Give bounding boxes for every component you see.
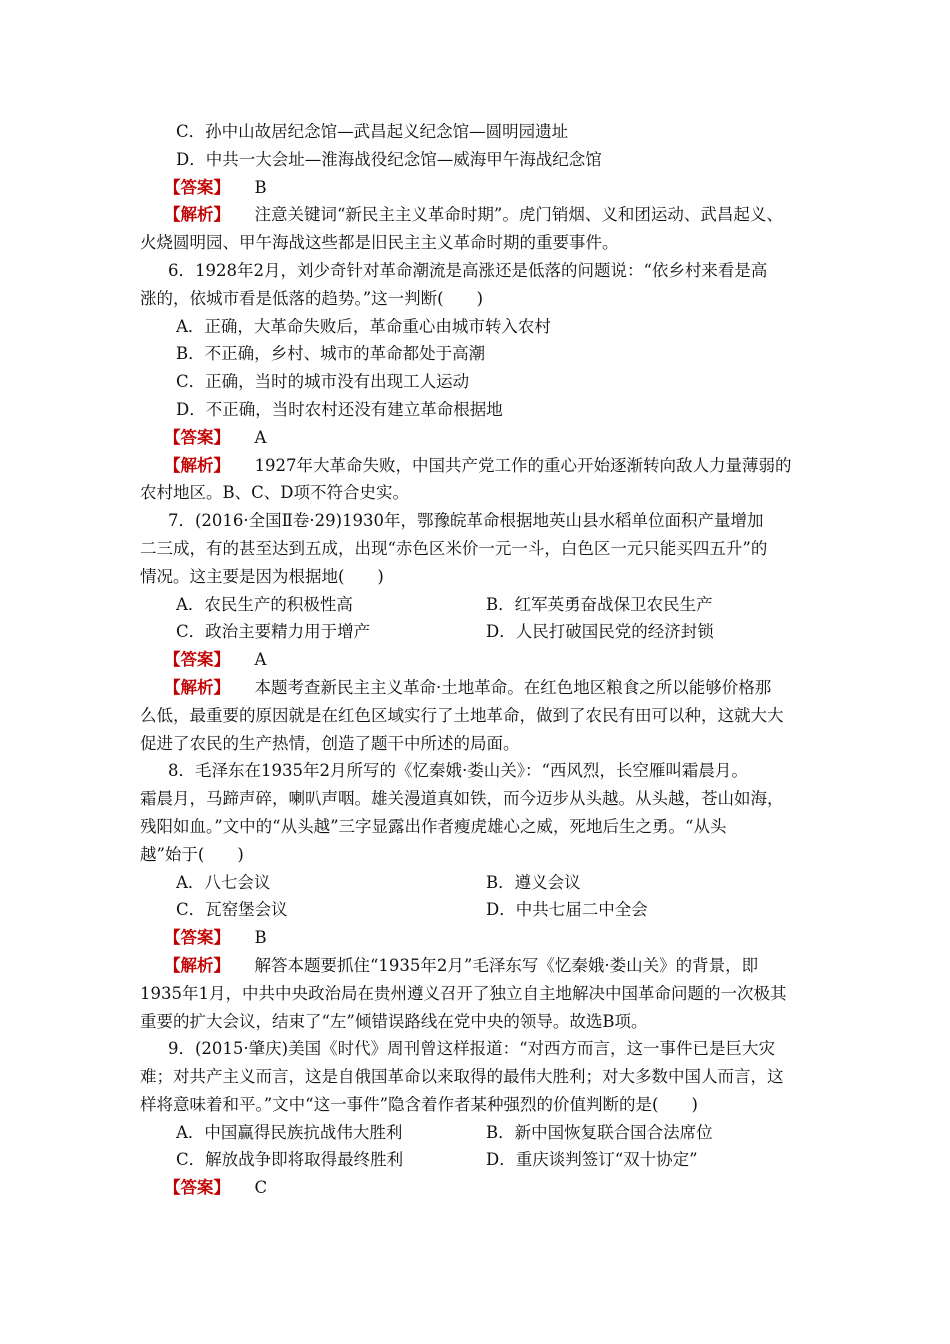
option-d: D．中共一大会址—淮海战役纪念馆—威海甲午海战纪念馆 [176,149,602,169]
options-row [176,618,812,646]
answer-value: B [254,177,267,197]
analysis-text: 解答本题要抓住“1935年2月”毛泽东写《忆秦娥·娄山关》的背景，即 [254,955,759,975]
question-7: 7．(2016·全国Ⅱ卷·29)1930年，鄂豫皖革命根据地英山县水稻单位面积产量增加 [168,511,764,531]
question-8-continuation: 霜晨月，马蹄声碎，喇叭声咽。雄关漫道真如铁，而今迈步从头越。从头越，苍山如海， [140,789,784,809]
answer-line [164,646,812,674]
question-8-continuation: 残阳如血。”文中的“从头越”三字显露出作者瘦虎雄心之威，死地后生之勇。“从头 [140,816,727,836]
analysis-tag: 【解析】 [164,955,230,975]
analysis-line [164,952,812,980]
option-c: C．正确，当时的城市没有出现工人运动 [176,372,470,392]
options-row [176,896,812,924]
option-b: B．不正确，乡村、城市的革命都处于高潮 [176,344,486,364]
option-c: C．孙中山故居纪念馆—武昌起义纪念馆—圆明园遗址 [176,122,569,141]
analysis-continuation: 1935年1月，中共中央政治局在贵州遵义召开了独立自主地解决中国革命问题的一次极其 [140,983,787,1003]
analysis-text: 注意关键词“新民主主义革命时期”。虎门销烟、义和团运动、武昌起义、 [254,205,783,225]
option-b: B．红军英勇奋战保卫农民生产 [486,594,713,614]
option-b: B．遵义会议 [486,872,581,892]
option-c: C．瓦窑堡会议 [176,900,288,920]
analysis-line [164,674,812,702]
analysis-line [164,452,812,480]
answer-tag: 【答案】 [164,427,230,447]
analysis-continuation: 促进了农民的生产热情，创造了题干中所述的局面。 [140,733,520,753]
answer-value: A [254,427,267,447]
answer-value: C [254,1178,268,1198]
question-9-continuation: 样将意味着和平。”文中“这一事件”隐含着作者某种强烈的价值判断的是( ) [140,1094,698,1114]
analysis-tag: 【解析】 [164,677,230,697]
answer-value: B [254,928,267,948]
question-7-continuation: 情况。这主要是因为根据地( ) [140,566,384,586]
question-9-continuation: 难；对共产主义而言，这是自俄国革命以来取得的最伟大胜利；对大多数中国人而言，这 [140,1067,784,1087]
answer-tag: 【答案】 [164,650,230,670]
question-6-continuation: 涨的，依城市看是低落的趋势。”这一判断( ) [140,288,484,308]
option-a: A．农民生产的积极性高 [176,594,353,614]
answer-line [160,174,812,202]
analysis-text: 本题考查新民主主义革命·土地革命。在红色地区粮食之所以能够价格那 [254,677,772,697]
analysis-continuation: 么低，最重要的原因就是在红色区域实行了土地革命，做到了农民有田可以种，这就大大 [140,705,784,725]
answer-value: A [254,650,267,670]
option-c: C．解放战争即将取得最终胜利 [176,1150,404,1170]
option-d: D．不正确，当时农村还没有建立革命根据地 [176,399,503,419]
options-row [176,1119,812,1147]
answer-line [164,424,812,452]
analysis-text: 1927年大革命失败，中国共产党工作的重心开始逐渐转向敌人力量薄弱的 [254,455,792,475]
analysis-line [164,201,812,229]
option-a: A．中国赢得民族抗战伟大胜利 [176,1122,403,1142]
answer-line [164,1174,812,1202]
answer-tag: 【答案】 [164,928,230,948]
question-7-continuation: 二三成，有的甚至达到五成，出现“赤色区米价一元一斗，白色区一元只能买四五升”的 [140,538,768,558]
analysis-continuation: 火烧圆明园、甲午海战这些都是旧民主主义革命时期的重要事件。 [140,233,619,253]
option-c: C．政治主要精力用于增产 [176,622,371,642]
answer-line [164,924,812,952]
options-row [176,1146,812,1174]
analysis-tag: 【解析】 [164,205,230,225]
option-d: D．人民打破国民党的经济封锁 [486,622,714,642]
answer-tag: 【答案】 [164,177,230,197]
option-d: D．中共七届二中全会 [486,900,648,920]
question-6: 6．1928年2月，刘少奇针对革命潮流是高涨还是低落的问题说：“依乡村来看是高 [168,260,768,280]
analysis-continuation: 重要的扩大会议，结束了“左”倾错误路线在党中央的领导。故选B项。 [140,1011,648,1031]
question-8: 8．毛泽东在1935年2月所写的《忆秦娥·娄山关》：“西风烈，长空雁叫霜晨月。 [168,761,748,781]
analysis-continuation: 农村地区。B、C、D项不符合史实。 [140,483,409,503]
options-row [176,869,812,897]
question-9: 9．(2015·肇庆)美国《时代》周刊曾这样报道：“对西方而言，这一事件已是巨大灾 [168,1039,776,1059]
option-a: A．八七会议 [176,872,271,892]
analysis-tag: 【解析】 [164,455,230,475]
option-a: A．正确，大革命失败后，革命重心由城市转入农村 [176,316,551,336]
document-content [140,118,812,1202]
answer-tag: 【答案】 [164,1178,230,1198]
option-b: B．新中国恢复联合国合法席位 [486,1122,713,1142]
option-d: D．重庆谈判签订“双十协定” [486,1150,698,1170]
question-8-continuation: 越”始于( ) [140,844,244,864]
options-row [176,591,812,619]
